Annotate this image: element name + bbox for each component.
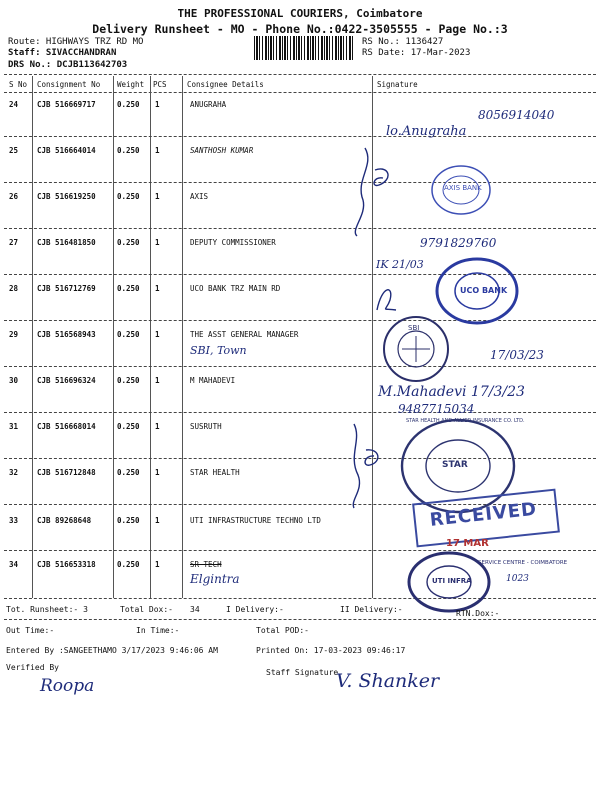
row-weight: 0.250 <box>117 376 140 385</box>
row-consignment-no: CJB 516653318 <box>37 560 96 569</box>
verifier-signature: Roopa <box>40 676 95 696</box>
row-weight: 0.250 <box>117 146 140 155</box>
table-top-rule <box>4 74 596 75</box>
axis-bank-stamp <box>430 164 492 216</box>
table-bottom-rule <box>4 598 596 599</box>
handwritten-signature: M.Mahadevi 17/3/23 <box>378 384 525 400</box>
row-sno: 26 <box>9 192 19 201</box>
row-weight: 0.250 <box>117 100 140 109</box>
staff-label: Staff: SIVACCHANDRAN <box>8 48 117 58</box>
row-sno: 27 <box>9 238 19 247</box>
uti-centre-text: SERVICE CENTRE - COIMBATORE <box>478 560 568 566</box>
row-consignee: SUSRUTH <box>190 422 222 431</box>
row-weight: 0.250 <box>117 238 140 247</box>
row-sno: 25 <box>9 146 19 155</box>
total-pod: Total POD:- <box>256 626 309 635</box>
runsheet-subtitle: Delivery Runsheet - MO - Phone No.:0422-3505555 - Page No.:3 <box>92 22 508 36</box>
col-header-signature: Signature <box>377 80 418 89</box>
row-rule <box>4 550 596 551</box>
i-delivery: I Delivery:- <box>226 605 284 614</box>
row-weight: 0.250 <box>117 330 140 339</box>
row-consignee: ANUGRAHA <box>190 100 227 109</box>
row-consignee: SANTHOSH KUMAR <box>190 146 254 155</box>
row-pcs: 1 <box>155 422 160 431</box>
row-consignment-no: CJB 516568943 <box>37 330 96 339</box>
total-dox-label: Total Dox:- <box>120 605 173 614</box>
row-sno: 31 <box>9 422 19 431</box>
row-pcs: 1 <box>155 284 160 293</box>
handwritten-initials: IK 21/03 <box>376 258 424 271</box>
staff-signature: V. Shanker <box>336 670 440 692</box>
col-header-weight: Weight <box>117 80 145 89</box>
sbi-stamp-text: SBI <box>408 324 420 332</box>
rs-number: RS No.: 1136427 <box>362 37 444 47</box>
row-weight: 0.250 <box>117 284 140 293</box>
axis-stamp-text: AXIS BANK <box>444 184 482 192</box>
row-weight: 0.250 <box>117 468 140 477</box>
barcode <box>254 36 354 60</box>
row-consignment-no: CJB 516668014 <box>37 422 96 431</box>
star-stamp-text: STAR HEALTH AND ALLIED INSURANCE CO. LTD. <box>406 418 525 424</box>
row-sno: 34 <box>9 560 19 569</box>
row-rule <box>4 366 596 367</box>
handwritten-year: 1023 <box>506 574 529 584</box>
handwritten-phone: 9487715034 <box>398 402 475 416</box>
row-consignment-no: CJB 516696324 <box>37 376 96 385</box>
row-sno: 30 <box>9 376 19 385</box>
row-weight: 0.250 <box>117 560 140 569</box>
drs-number: DRS No.: DCJB113642703 <box>8 60 128 70</box>
row-pcs: 1 <box>155 560 160 569</box>
total-dox-value: 34 <box>190 605 200 614</box>
row-handwritten-note: Elgintra <box>190 572 240 586</box>
row-consignment-no: CJB 516712848 <box>37 468 96 477</box>
row-pcs: 1 <box>155 468 160 477</box>
col-header-consignment: Consignment No <box>37 80 101 89</box>
out-time: Out Time:- <box>6 626 55 635</box>
in-time: In Time:- <box>136 626 180 635</box>
sbi-stamp <box>382 314 450 384</box>
rs-date: RS Date: 17-Mar-2023 <box>362 48 471 58</box>
row-consignment-no: CJB 516712769 <box>37 284 96 293</box>
handwritten-signature: lo.Anugraha <box>386 124 467 139</box>
row-consignee: M MAHADEVI <box>190 376 236 385</box>
received-stamp-text: RECEIVED <box>428 498 538 531</box>
row-weight: 0.250 <box>117 516 140 525</box>
row-rule <box>4 228 596 229</box>
verified-by: Verified By <box>6 663 59 672</box>
ii-delivery: II Delivery:- <box>340 605 403 614</box>
row-weight: 0.250 <box>117 422 140 431</box>
row-rule <box>4 136 596 137</box>
row-consignee: STAR HEALTH <box>190 468 240 477</box>
row-consignment-no: CJB 516664014 <box>37 146 96 155</box>
row-sno: 29 <box>9 330 19 339</box>
row-sno: 33 <box>9 516 19 525</box>
row-sno: 28 <box>9 284 19 293</box>
entered-by: Entered By :SANGEETHAMO 3/17/2023 9:46:06 AM <box>6 646 218 655</box>
row-sno: 24 <box>9 100 19 109</box>
row-pcs: 1 <box>155 516 160 525</box>
row-consignment-no: CJB 516481850 <box>37 238 96 247</box>
row-consignment-no: CJB 89268648 <box>37 516 92 525</box>
row-consignment-no: CJB 516619250 <box>37 192 96 201</box>
row-pcs: 1 <box>155 238 160 247</box>
handwritten-date: 17/03/23 <box>490 348 544 362</box>
company-title: THE PROFESSIONAL COURIERS, Coimbatore <box>177 7 423 20</box>
row-pcs: 1 <box>155 330 160 339</box>
row-pcs: 1 <box>155 146 160 155</box>
row-rule <box>4 182 596 183</box>
row-pcs: 1 <box>155 192 160 201</box>
handwritten-phone: 8056914040 <box>478 108 555 122</box>
col-header-pcs: PCS <box>153 80 167 89</box>
route-label: Route: HIGHWAYS TRZ RD MO <box>8 37 144 47</box>
handwritten-phone: 9791829760 <box>420 236 497 250</box>
uco-stamp-text: UCO BANK <box>460 286 508 295</box>
row-consignee: THE ASST GENERAL MANAGER <box>190 330 299 339</box>
rtn-dox: RTN.Dox:- <box>456 609 500 618</box>
row-consignee: DEPUTY COMMISSIONER <box>190 238 276 247</box>
row-pcs: 1 <box>155 100 160 109</box>
row-rule <box>4 412 596 413</box>
row-consignee: SR TECH <box>190 560 222 569</box>
uti-stamp-text: UTI INFRA <box>432 577 472 585</box>
row-handwritten-note: SBI, Town <box>190 344 247 357</box>
row-weight: 0.250 <box>117 192 140 201</box>
row-sno: 32 <box>9 468 19 477</box>
col-header-sno: S No <box>9 80 28 89</box>
row-consignment-no: CJB 516669717 <box>37 100 96 109</box>
printed-on: Printed On: 17-03-2023 09:46:17 <box>256 646 406 655</box>
table-header-rule <box>4 92 596 93</box>
star-stamp-inner: STAR <box>442 460 468 470</box>
row-pcs: 1 <box>155 376 160 385</box>
row-consignee: AXIS <box>190 192 209 201</box>
col-header-consignee: Consignee Details <box>187 80 264 89</box>
row-consignee: UCO BANK TRZ MAIN RD <box>190 284 281 293</box>
row-consignee: UTI INFRASTRUCTURE TECHNO LTD <box>190 516 321 525</box>
signature-scribble <box>340 420 390 510</box>
signature-scribble <box>345 140 405 240</box>
staff-signature-label: Staff Signature <box>266 668 339 677</box>
total-runsheet: Tot. Runsheet:- 3 <box>6 605 88 614</box>
received-date: 17 MAR <box>446 538 489 549</box>
footer-rule <box>4 619 596 620</box>
